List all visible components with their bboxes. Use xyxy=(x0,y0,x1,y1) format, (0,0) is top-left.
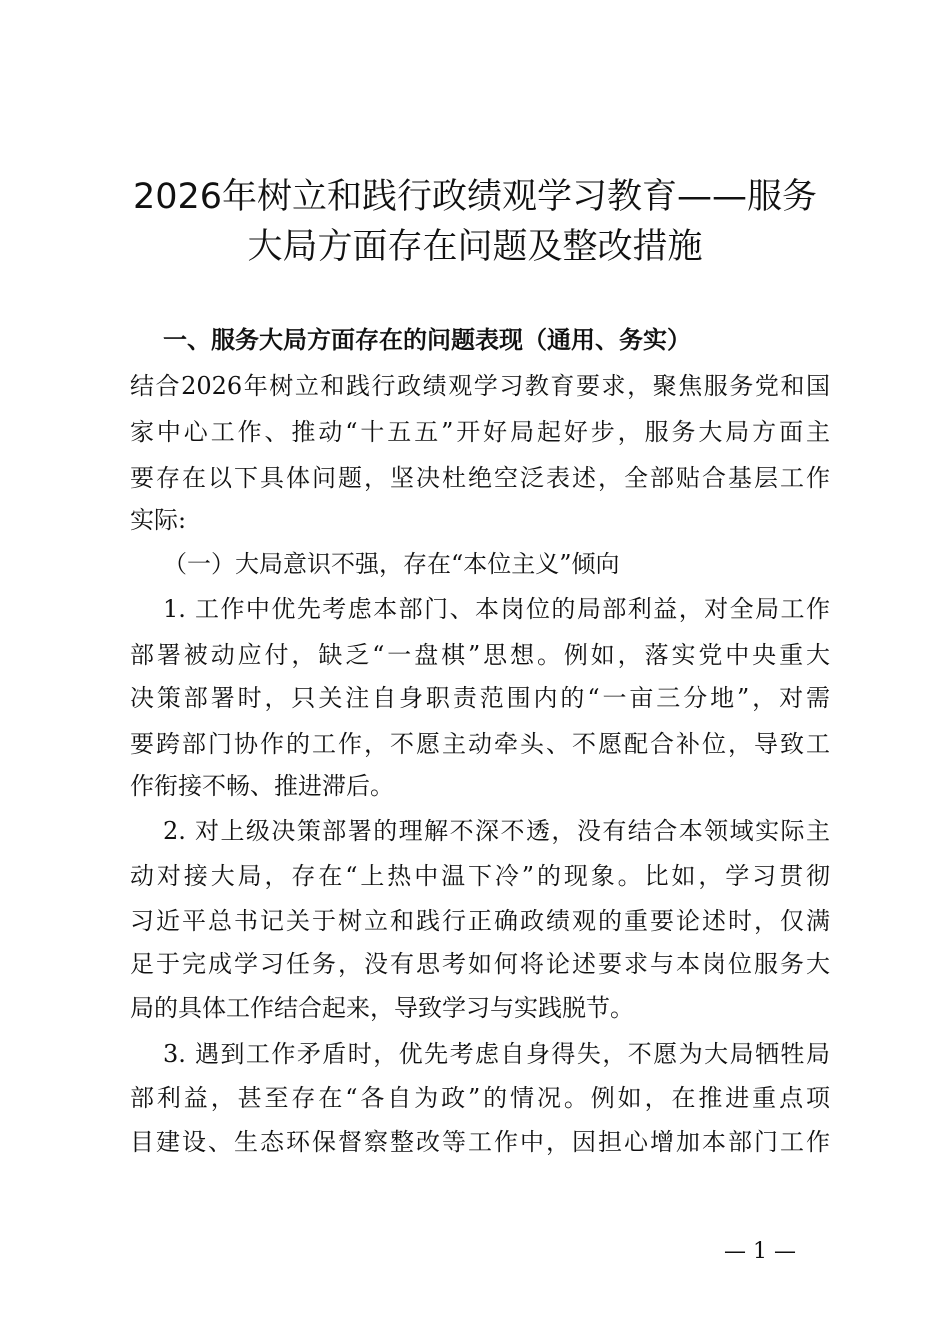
intro-paragraph-line: 家中心工作、推动“十五五”开好局起好步，服务大局方面主 xyxy=(130,418,830,446)
subsection-heading: （一）大局意识不强，存在“本位主义”倾向 xyxy=(163,550,620,578)
problem-item-1-line: 部署被动应付，缺乏“一盘棋”思想。例如，落实党中央重大 xyxy=(130,641,830,669)
problem-item-1-line: 要跨部门协作的工作，不愿主动牵头、不愿配合补位，导致工 xyxy=(130,730,830,758)
intro-paragraph-line: 要存在以下具体问题，坚决杜绝空泛表述，全部贴合基层工作 xyxy=(130,464,830,492)
intro-paragraph-line: 实际: xyxy=(130,506,187,534)
document-title-line-2: 大局方面存在问题及整改措施 xyxy=(247,227,703,267)
problem-item-1-line: 1. 工作中优先考虑本部门、本岗位的局部利益，对全局工作 xyxy=(163,595,830,623)
problem-item-3-line: 部利益，甚至存在“各自为政”的情况。例如，在推进重点项 xyxy=(130,1084,830,1112)
problem-item-3-line: 目建设、生态环保督察整改等工作中，因担心增加本部门工作 xyxy=(130,1128,830,1156)
problem-item-2-line: 习近平总书记关于树立和践行正确政绩观的重要论述时，仅满 xyxy=(130,907,830,935)
section-heading: 一、服务大局方面存在的问题表现（通用、务实） xyxy=(163,326,691,354)
problem-item-1-line: 决策部署时，只关注自身职责范围内的“一亩三分地”，对需 xyxy=(130,684,830,712)
problem-item-1-line: 作衔接不畅、推进滞后。 xyxy=(130,772,394,800)
intro-paragraph-line: 结合2026年树立和践行政绩观学习教育要求，聚焦服务党和国 xyxy=(130,372,830,400)
document-title-line-1: 2026年树立和践行政绩观学习教育——服务 xyxy=(132,177,818,217)
problem-item-2-line: 2. 对上级决策部署的理解不深不透，没有结合本领域实际主 xyxy=(163,817,830,845)
problem-item-2-line: 动对接大局，存在“上热中温下冷”的现象。比如，学习贯彻 xyxy=(130,862,830,890)
page-number: — 1 — xyxy=(724,1239,796,1264)
problem-item-2-line: 局的具体工作结合起来，导致学习与实践脱节。 xyxy=(130,994,634,1022)
problem-item-3-line: 3. 遇到工作矛盾时，优先考虑自身得失，不愿为大局牺牲局 xyxy=(163,1040,830,1068)
problem-item-2-line: 足于完成学习任务，没有思考如何将论述要求与本岗位服务大 xyxy=(130,950,830,978)
